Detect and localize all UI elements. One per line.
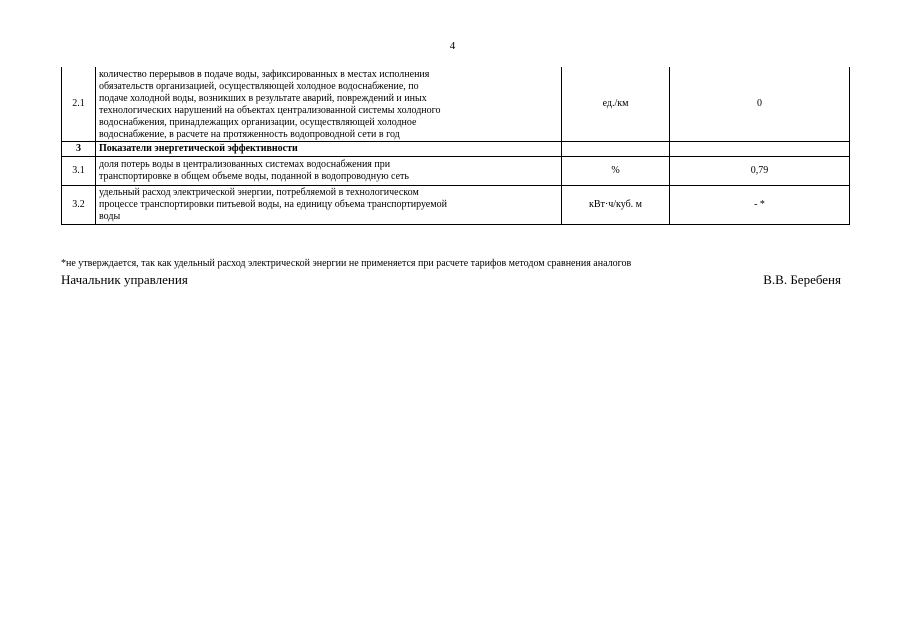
row-value: 0,79 <box>670 157 850 186</box>
signer-name: В.В. Беребеня <box>763 272 841 287</box>
row-value: 0 <box>670 67 850 142</box>
row-number: 3.2 <box>62 186 96 225</box>
description-line: доля потерь воды в централизованных системах водоснабжения при <box>99 159 391 170</box>
description-line: водоснабжения, принадлежащих организации, осуществляющей холодное <box>99 117 417 128</box>
row-unit: ед./км <box>562 67 670 142</box>
row-number: 2.1 <box>62 67 96 142</box>
row-description <box>96 67 562 142</box>
page-number: 4 <box>449 40 456 52</box>
description-line: процессе транспортировки питьевой воды, на единицу объема транспортируемой <box>99 199 447 210</box>
table-row <box>62 157 850 186</box>
indicators-table <box>61 67 850 225</box>
description-line: технологических нарушений на объектах централизованной системы холодного <box>99 105 441 116</box>
table-row <box>62 67 850 142</box>
empty-cell <box>562 142 670 157</box>
empty-cell <box>670 142 850 157</box>
row-unit: кВт·ч/куб. м <box>562 186 670 225</box>
table-row <box>62 186 850 225</box>
description-line: обязательств организацией, осуществляющей холодное водоснабжение, по <box>99 81 419 92</box>
row-description <box>96 157 562 186</box>
description-line: подаче холодной воды, возникших в результате аварий, повреждений и иных <box>99 93 427 104</box>
signer-role: Начальник управления <box>61 272 188 287</box>
description-line: водоснабжение, в расчете на протяженность водопроводной сети в год <box>99 129 400 140</box>
row-number: 3.1 <box>62 157 96 186</box>
section-title: Показатели энергетической эффективности <box>96 142 562 157</box>
section-row <box>62 142 850 157</box>
description-line: воды <box>99 211 121 222</box>
section-number: 3 <box>62 142 96 157</box>
footnote: *не утверждается, так как удельный расход электрической энергии не применяется при расчете тарифов методом сравнения аналогов <box>61 258 632 269</box>
row-value: - * <box>670 186 850 225</box>
row-unit: % <box>562 157 670 186</box>
row-description <box>96 186 562 225</box>
description-line: транспортировке в общем объеме воды, поданной в водопроводную сеть <box>99 171 409 182</box>
description-line: удельный расход электрической энергии, потребляемой в технологическом <box>99 187 419 198</box>
description-line: количество перерывов в подаче воды, зафиксированных в местах исполнения <box>99 69 430 80</box>
